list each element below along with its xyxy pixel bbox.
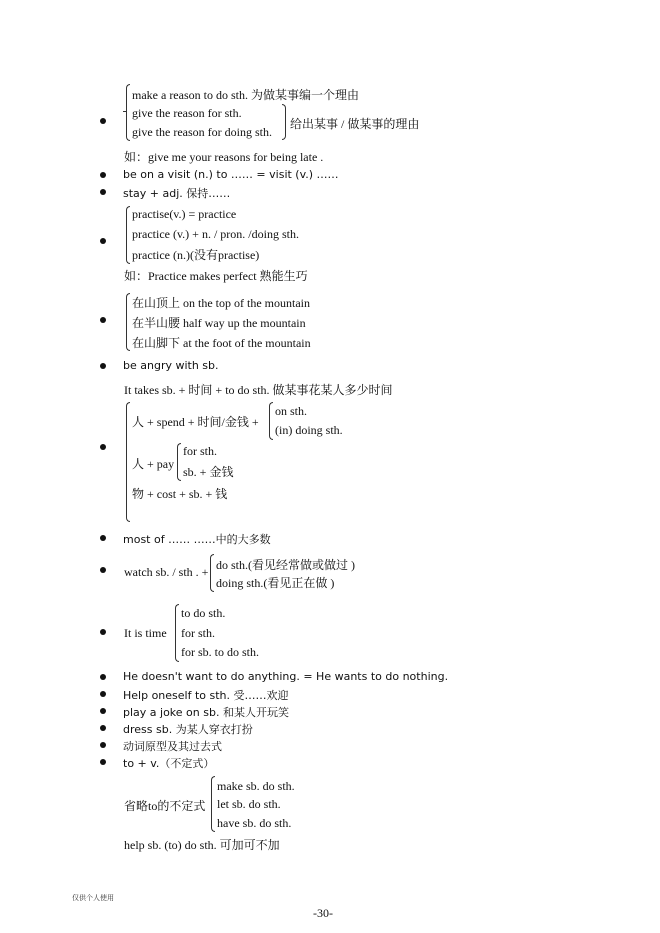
text-line: 省略to的不定式 [124,799,206,813]
text-line: It takes sb. + 时间 + to do sth. 做某事花某人多少时间 [124,383,393,397]
left-brace [175,604,179,662]
text-line: to do sth. [181,606,226,620]
text-line: 人 + spend + 时间/金钱 + [132,415,259,429]
bullet-text: dress sb. 为某人穿衣打扮 [123,723,253,736]
text-line: 在山脚下 at the foot of the mountain [132,336,311,350]
bullet-text: stay + adj. 保持…… [123,187,231,200]
example-line: 如：Practice makes perfect 熟能生巧 [124,269,308,283]
text-line: 给出某事 / 做某事的理由 [290,117,420,131]
text-line: practice (v.) + n. / pron. /doing sth. [132,227,299,241]
text-line: on sth. [275,404,308,418]
text-line: make a reason to do sth. 为做某事编一个理由 [132,88,359,102]
text-line: do sth.(看见经常做或做过 ) [216,558,355,572]
right-brace [282,104,286,140]
brace-tip [123,111,126,112]
bullet [100,674,106,680]
text-line: practice (n.)(没有practise) [132,248,260,262]
left-brace [126,293,130,351]
text-line: for sth. [183,444,217,458]
bullet-text: 动词原型及其过去式 [123,740,222,753]
text-line: It is time [124,626,167,640]
bullet [100,742,106,748]
left-brace [126,206,130,264]
text-line: let sb. do sth. [217,797,281,811]
text-line: give the reason for sth. [132,106,242,120]
bullet [100,759,106,765]
bullet [100,691,106,697]
text-line: help sb. (to) do sth. 可加可不加 [124,838,280,852]
text-line: watch sb. / sth . + [124,565,209,579]
left-brace [210,554,214,592]
bullet-text: He doesn't want to do anything. = He wants to do nothing. [123,670,449,683]
bullet-text: be angry with sb. [123,359,219,372]
text-line: 在半山腰 half way up the mountain [132,316,306,330]
bullet [100,567,106,573]
text-line: (in) doing sth. [275,423,343,437]
page-number: -30- [313,906,333,920]
bullet [100,535,106,541]
text-line: 人 + pay [132,457,175,471]
left-brace [126,402,130,522]
text-line: make sb. do sth. [217,779,295,793]
footer-note: 仅供个人使用 [72,894,114,902]
text-line: give the reason for doing sth. [132,125,272,139]
text-line: doing sth.(看见正在做 ) [216,576,335,590]
text-line: sb. + 金钱 [183,465,234,479]
left-brace [177,443,181,481]
text-line: 物 + cost + sb. + 钱 [132,487,228,501]
left-brace [126,84,130,141]
bullet [100,118,106,124]
bullet [100,725,106,731]
left-brace [269,402,273,440]
bullet [100,317,106,323]
text-line: have sb. do sth. [217,816,292,830]
text-line: 在山顶上 on the top of the mountain [132,296,310,310]
bullet-text: to + v.（不定式） [123,757,215,770]
example-line: 如：give me your reasons for being late . [124,150,324,164]
text-line: for sb. to do sth. [181,645,259,659]
text-line: for sth. [181,626,215,640]
bullet [100,629,106,635]
bullet [100,238,106,244]
bullet [100,172,106,178]
bullet [100,363,106,369]
text-line: practise(v.) = practice [132,207,237,221]
left-brace [211,776,215,832]
bullet-text: Help oneself to sth. 受……欢迎 [123,689,289,702]
bullet [100,189,106,195]
bullet [100,708,106,714]
bullet-text: be on a visit (n.) to …… = visit (v.) …… [123,168,339,181]
bullet [100,444,106,450]
bullet-text: play a joke on sb. 和某人开玩笑 [123,706,289,719]
bullet-text: most of …… ……中的大多数 [123,533,271,546]
